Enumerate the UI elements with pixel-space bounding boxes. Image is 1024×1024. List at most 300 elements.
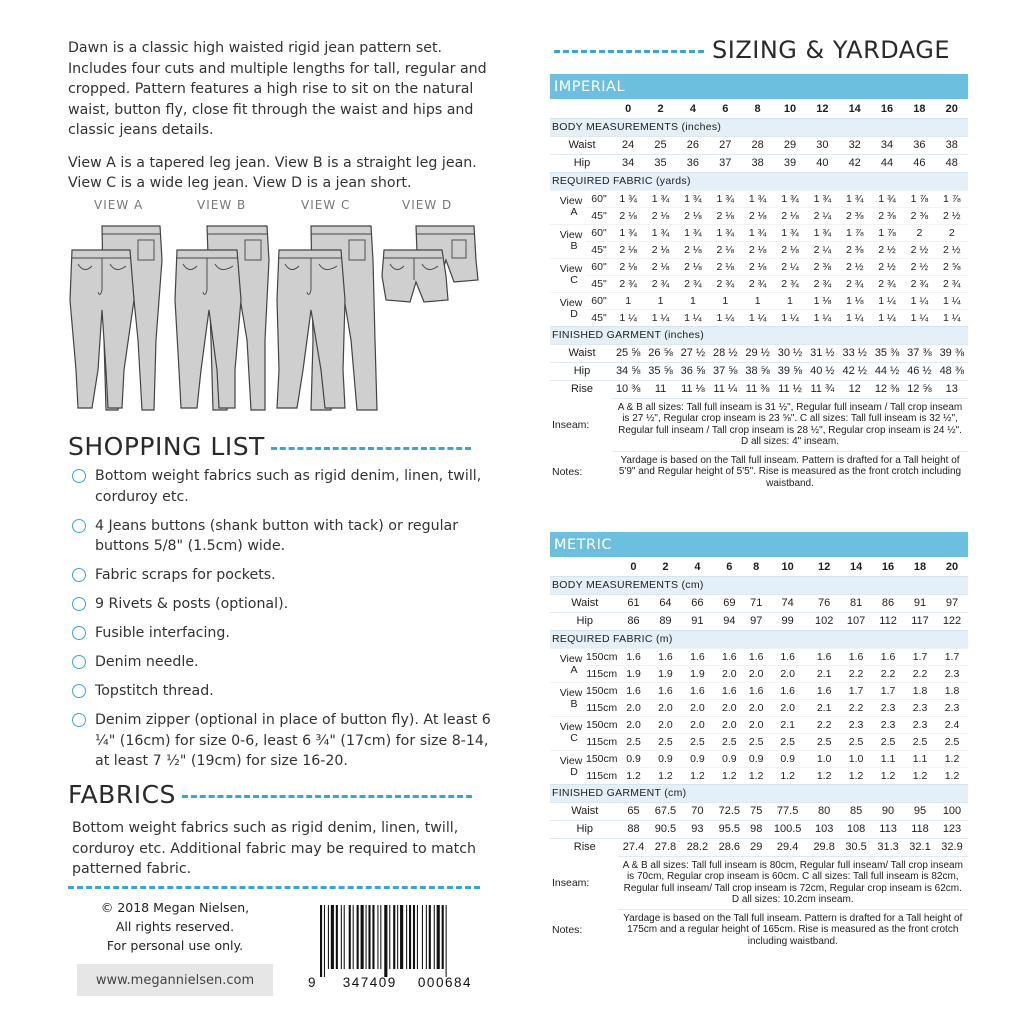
view-label: View C — [550, 258, 586, 292]
intro-paragraph-2: View A is a tapered leg jean. View B is a straight leg jean. View C is a wide leg jean. View D is a jean short. — [68, 154, 477, 191]
table-cell: 1.2 — [745, 767, 767, 784]
circle-bullet-icon — [72, 519, 86, 533]
table-cell: 1 ⅛ — [806, 292, 838, 309]
inseam-row — [550, 398, 968, 451]
table-cell: 46 — [903, 154, 935, 172]
imperial-table — [550, 101, 968, 492]
size-column-header: 18 — [913, 103, 926, 116]
view-d-label: VIEW D — [402, 198, 453, 212]
fabric-width: 45" — [586, 309, 612, 326]
fabric-width: 60" — [586, 190, 612, 207]
list-item: 4 Jeans buttons (shank button with tack) or regular buttons 5/8" (1.5cm) wide. — [72, 516, 492, 557]
finished-hip-row — [550, 362, 968, 380]
table-cell: 12 ⅜ — [871, 380, 903, 398]
view-label: View A — [550, 190, 586, 224]
fabric-width: 150cm — [586, 648, 618, 665]
table-cell: 2 ¾ — [774, 275, 806, 292]
table-cell: 44 ½ — [871, 362, 903, 380]
view-label: View C — [550, 716, 586, 750]
table-cell: 2.5 — [649, 733, 681, 750]
table-cell: 1 ¾ — [709, 190, 741, 207]
finished-garment-band-label: FINISHED GARMENT (inches) — [550, 326, 968, 344]
table-cell: 1 ¼ — [903, 292, 935, 309]
circle-bullet-icon — [72, 626, 86, 640]
table-cell: 37 ⅜ — [903, 344, 935, 362]
finished-rise-row — [550, 838, 968, 856]
table-cell: 1.1 — [904, 750, 936, 767]
table-cell: 2.3 — [936, 665, 968, 682]
size-column-header: 4 — [689, 103, 696, 116]
barcode-bar — [372, 905, 374, 969]
table-cell: 11 ¼ — [709, 380, 741, 398]
note-text: Yardage is based on the Tall full inseam. Pattern is drafted for a Tall height of 5'9" and Regular height of 5'5". Rise is measured as the front crotch including waistband. — [612, 451, 968, 492]
size-column-header: 8 — [753, 561, 760, 574]
view-c-label: VIEW C — [301, 198, 351, 212]
table-cell: 1 ⅛ — [839, 292, 871, 309]
table-cell: 1 ¾ — [806, 224, 838, 241]
table-cell: 74 — [767, 594, 808, 612]
table-cell: 1 ¼ — [936, 309, 968, 326]
table-cell: 2 ¾ — [612, 275, 644, 292]
table-cell: 11 ¾ — [806, 380, 838, 398]
table-cell: 2.0 — [713, 665, 745, 682]
table-cell: 1 ¼ — [871, 292, 903, 309]
table-cell: 2.5 — [713, 733, 745, 750]
metric-section — [550, 532, 968, 950]
table-cell: 86 — [872, 594, 904, 612]
sizing-title: SIZING & YARDAGE — [712, 36, 951, 64]
table-cell: 2 ⅜ — [806, 258, 838, 275]
table-cell: 29 — [774, 136, 806, 154]
table-cell: 2.0 — [767, 699, 808, 716]
table-cell: 2 ⅛ — [612, 207, 644, 224]
table-cell: 1.2 — [767, 767, 808, 784]
fabric-width: 115cm — [586, 733, 618, 750]
table-cell: 36 — [903, 136, 935, 154]
heading-divider — [271, 447, 471, 450]
fabric-row — [550, 665, 968, 682]
table-cell: 98 — [745, 820, 767, 838]
table-cell: 2 ¼ — [806, 207, 838, 224]
table-cell: 35 ⅝ — [644, 362, 676, 380]
table-cell: 36 — [677, 154, 709, 172]
barcode-bar — [377, 905, 378, 969]
barcode-bar — [320, 905, 322, 977]
table-cell: 1.8 — [936, 682, 968, 699]
table-cell: 2.2 — [904, 665, 936, 682]
table-cell: 2.4 — [936, 716, 968, 733]
fabric-row — [550, 258, 968, 275]
table-cell: 117 — [904, 612, 936, 630]
table-cell: 108 — [840, 820, 872, 838]
table-cell: 2.3 — [904, 716, 936, 733]
fabric-width: 45" — [586, 241, 612, 258]
table-cell: 1.2 — [808, 767, 840, 784]
table-cell: 1.6 — [745, 682, 767, 699]
list-item: Denim zipper (optional in place of button fly). At least 6 ¼" (16cm) for size 0-6, least 6 ¾" (17cm) for size 8-14, at least 7 ½" (19cm) for size 16-20. — [72, 710, 492, 772]
table-cell: 24 — [612, 136, 644, 154]
bottom-divider — [68, 886, 480, 889]
view-a-label: VIEW A — [94, 198, 144, 212]
table-cell: 100.5 — [767, 820, 808, 838]
table-cell: 35 ⅜ — [871, 344, 903, 362]
table-cell: 85 — [840, 802, 872, 820]
table-cell: 1 ⅞ — [903, 190, 935, 207]
size-column-header: 20 — [945, 103, 958, 116]
table-cell: 1 ¾ — [741, 224, 773, 241]
table-cell: 1 ¼ — [709, 309, 741, 326]
fabric-row — [550, 292, 968, 309]
shopping-list — [72, 466, 492, 780]
fabric-row — [550, 207, 968, 224]
table-cell: 1.1 — [872, 750, 904, 767]
row-label: Hip — [550, 820, 618, 838]
table-cell: 2 ¾ — [806, 275, 838, 292]
table-cell: 27 — [709, 136, 741, 154]
table-cell: 1.6 — [808, 682, 840, 699]
table-cell: 2 ¾ — [644, 275, 676, 292]
inseam-row — [550, 856, 968, 909]
table-cell: 1 ¾ — [871, 190, 903, 207]
table-cell: 11 — [644, 380, 676, 398]
table-cell: 2 ⅛ — [709, 241, 741, 258]
table-cell: 1 ¾ — [709, 224, 741, 241]
table-cell: 40 — [806, 154, 838, 172]
table-cell: 2 ½ — [871, 241, 903, 258]
table-cell: 28 ½ — [709, 344, 741, 362]
table-cell: 2.5 — [936, 733, 968, 750]
body-measurements-band — [550, 576, 968, 594]
required-fabric-band-label: REQUIRED FABRIC (yards) — [550, 172, 968, 190]
table-cell: 1.6 — [681, 682, 713, 699]
table-cell: 28.6 — [713, 838, 745, 856]
table-cell: 12 — [839, 380, 871, 398]
table-cell: 2.3 — [904, 699, 936, 716]
fabric-row — [550, 750, 968, 767]
barcode-bar — [406, 905, 407, 969]
body-measurements-band-label: BODY MEASUREMENTS (cm) — [550, 576, 968, 594]
table-cell: 2.2 — [840, 699, 872, 716]
table-cell: 2.0 — [649, 716, 681, 733]
fabric-row — [550, 716, 968, 733]
copyright: © 2018 Megan Nielsen, All rights reserved. For personal use only. — [100, 900, 250, 953]
table-cell: 2 ½ — [871, 258, 903, 275]
table-cell: 2 ½ — [839, 258, 871, 275]
table-cell: 1 ¼ — [644, 309, 676, 326]
table-cell: 48 — [936, 154, 968, 172]
table-cell: 99 — [767, 612, 808, 630]
table-cell: 2 ¾ — [936, 275, 968, 292]
table-cell: 2.1 — [767, 716, 808, 733]
fabric-row — [550, 733, 968, 750]
table-cell: 2 ½ — [903, 258, 935, 275]
table-cell: 61 — [618, 594, 650, 612]
table-cell: 1 ¾ — [677, 190, 709, 207]
view-label: View D — [550, 750, 586, 784]
table-cell: 1 ¼ — [677, 309, 709, 326]
table-cell: 2.0 — [745, 716, 767, 733]
table-cell: 103 — [808, 820, 840, 838]
table-cell: 1.2 — [840, 767, 872, 784]
note-text: A & B all sizes: Tall full inseam is 31 ½", Regular full inseam / Tall crop inseam is 27 ½", Regular crop inseam is 23 ⅝". C all sizes: Tall full inseam is 32 ½", Regular full inseam / Tall crop inseam is 28 ½", Regular crop inseam is 24 ½". D all sizes: 4" inseam. — [612, 398, 968, 451]
note-label: Inseam: — [552, 418, 590, 431]
jeans-view-a-icon — [68, 220, 168, 416]
barcode-number: 9 347409 000684 — [308, 975, 472, 990]
table-cell: 2 ⅜ — [871, 207, 903, 224]
barcode-bar — [353, 905, 354, 969]
table-cell: 0.9 — [767, 750, 808, 767]
table-cell: 1 — [612, 292, 644, 309]
table-cell: 76 — [808, 594, 840, 612]
table-cell: 29.8 — [808, 838, 840, 856]
barcode-bar — [417, 905, 418, 969]
barcode-bar — [368, 905, 370, 969]
note-label: Notes: — [552, 923, 583, 936]
table-cell: 11 ⅛ — [677, 380, 709, 398]
fabric-width: 150cm — [586, 682, 618, 699]
table-cell: 1 ¼ — [871, 309, 903, 326]
table-cell: 29 — [745, 838, 767, 856]
barcode-bar — [400, 905, 403, 969]
table-cell: 2 ⅜ — [839, 207, 871, 224]
body-waist-row — [550, 136, 968, 154]
list-item: Topstitch thread. — [72, 681, 492, 702]
table-cell: 2.5 — [618, 733, 650, 750]
note-label: Inseam: — [552, 876, 590, 889]
view-label: View D — [550, 292, 586, 326]
row-label: Rise — [550, 838, 618, 856]
table-cell: 1 ¾ — [774, 224, 806, 241]
table-cell: 2 ⅛ — [709, 207, 741, 224]
table-cell: 1.8 — [904, 682, 936, 699]
barcode-bar — [344, 905, 345, 969]
list-item: Bottom weight fabrics such as rigid denim, linen, twill, corduroy etc. — [72, 466, 492, 507]
table-cell: 2.0 — [681, 699, 713, 716]
table-cell: 2.5 — [808, 733, 840, 750]
barcode-bar — [446, 905, 447, 977]
table-cell: 1 ¼ — [774, 309, 806, 326]
row-label: Waist — [550, 136, 612, 154]
note-label: Notes: — [552, 465, 583, 478]
table-cell: 1.2 — [872, 767, 904, 784]
row-label: Hip — [550, 362, 612, 380]
table-cell: 2.5 — [904, 733, 936, 750]
table-cell: 1.7 — [936, 648, 968, 665]
imperial-header: IMPERIAL — [550, 74, 968, 99]
table-cell: 42 ½ — [839, 362, 871, 380]
table-cell: 1 ¾ — [644, 224, 676, 241]
table-cell: 2 ⅛ — [644, 207, 676, 224]
table-cell: 1.6 — [713, 682, 745, 699]
size-header-row — [550, 101, 968, 118]
table-cell: 2.0 — [618, 716, 650, 733]
fabric-row — [550, 190, 968, 207]
table-cell: 95.5 — [713, 820, 745, 838]
fabric-row — [550, 767, 968, 784]
fabric-width: 150cm — [586, 716, 618, 733]
barcode-bar — [366, 905, 367, 969]
table-cell: 1 ¼ — [806, 309, 838, 326]
table-cell: 11 ½ — [774, 380, 806, 398]
table-cell: 0.9 — [681, 750, 713, 767]
table-cell: 1 ¾ — [741, 190, 773, 207]
imperial-section — [550, 74, 968, 492]
barcode-bar — [437, 905, 440, 969]
table-cell: 81 — [840, 594, 872, 612]
table-cell: 27.8 — [649, 838, 681, 856]
table-cell: 38 — [741, 154, 773, 172]
table-cell: 1.6 — [618, 648, 650, 665]
size-column-header: 4 — [694, 561, 701, 574]
note-text: A & B all sizes: Tall full inseam is 80cm, Regular full inseam/ Tall crop inseam is 70cm, Regular crop inseam is 60cm. C all sizes: Tall full inseam is 82cm, Regular full inseam/ Tall crop inseam is 72cm, Regular crop inseam is 62cm. D all sizes: 10.2cm inseam. — [618, 856, 968, 909]
table-cell: 2 ⅜ — [903, 207, 935, 224]
finished-waist-row — [550, 802, 968, 820]
table-cell: 122 — [936, 612, 968, 630]
table-cell: 1 ¾ — [806, 190, 838, 207]
table-cell: 69 — [713, 594, 745, 612]
table-cell: 2.3 — [872, 699, 904, 716]
table-cell: 39 — [774, 154, 806, 172]
size-column-header: 14 — [848, 103, 861, 116]
table-cell: 2.3 — [936, 699, 968, 716]
note-text: Yardage is based on the Tall full inseam. Pattern is drafted for a Tall height of 175cm and a regular height of 165cm. Rise is measured as the front crotch including waistband. — [618, 909, 968, 950]
barcode-bar — [393, 905, 395, 969]
metric-table — [550, 559, 968, 950]
finished-rise-row — [550, 380, 968, 398]
view-label: View B — [550, 682, 586, 716]
table-cell: 1 ⅞ — [871, 224, 903, 241]
circle-bullet-icon — [72, 597, 86, 611]
table-cell: 1.2 — [936, 767, 968, 784]
table-cell: 1 ⅞ — [839, 224, 871, 241]
table-cell: 44 — [871, 154, 903, 172]
table-cell: 29.4 — [767, 838, 808, 856]
table-cell: 1.7 — [840, 682, 872, 699]
table-cell: 2.5 — [681, 733, 713, 750]
finished-waist-row — [550, 344, 968, 362]
table-cell: 1 ¼ — [612, 309, 644, 326]
barcode-bar — [426, 905, 427, 969]
fabrics-title: FABRICS — [68, 780, 176, 809]
size-column-header: 2 — [657, 103, 664, 116]
table-cell: 1 — [677, 292, 709, 309]
fabric-width: 45" — [586, 275, 612, 292]
table-cell: 30 — [806, 136, 838, 154]
barcode-bar — [384, 905, 387, 977]
table-cell: 1.2 — [618, 767, 650, 784]
table-cell: 1 ¼ — [741, 309, 773, 326]
table-cell: 118 — [904, 820, 936, 838]
row-label: Waist — [550, 802, 618, 820]
table-cell: 30 ½ — [774, 344, 806, 362]
table-cell: 1.2 — [649, 767, 681, 784]
table-cell: 1 — [774, 292, 806, 309]
table-cell: 2.0 — [767, 665, 808, 682]
circle-bullet-icon — [72, 568, 86, 582]
table-cell: 1 ¾ — [774, 190, 806, 207]
table-cell: 31 ½ — [806, 344, 838, 362]
table-cell: 25 ⅝ — [612, 344, 644, 362]
table-cell: 2 ½ — [903, 241, 935, 258]
table-cell: 1.0 — [840, 750, 872, 767]
table-cell: 1.6 — [808, 648, 840, 665]
table-cell: 1 ¾ — [612, 224, 644, 241]
barcode-bar — [409, 905, 411, 969]
table-cell: 2 ¾ — [677, 275, 709, 292]
table-cell: 97 — [936, 594, 968, 612]
size-column-header: 10 — [781, 561, 794, 574]
table-cell: 2 ¾ — [709, 275, 741, 292]
table-cell: 1.6 — [840, 648, 872, 665]
table-cell: 39 ⅜ — [936, 344, 968, 362]
list-item: Fusible interfacing. — [72, 623, 492, 644]
table-cell: 37 — [709, 154, 741, 172]
table-cell: 2 ⅛ — [677, 241, 709, 258]
table-cell: 2 ¼ — [806, 241, 838, 258]
table-cell: 37 ⅝ — [709, 362, 741, 380]
table-cell: 1 ¾ — [644, 190, 676, 207]
size-column-header: 2 — [662, 561, 669, 574]
table-cell: 1.6 — [649, 682, 681, 699]
barcode-bar — [429, 905, 431, 969]
notes-row — [550, 451, 968, 492]
notes-row — [550, 909, 968, 950]
table-cell: 95 — [904, 802, 936, 820]
table-cell: 66 — [681, 594, 713, 612]
table-cell: 1.7 — [904, 648, 936, 665]
barcode-bar — [422, 905, 423, 969]
table-cell: 1.6 — [872, 648, 904, 665]
jeans-view-c-icon — [275, 220, 379, 416]
view-label: View B — [550, 224, 586, 258]
body-measurements-band-label: BODY MEASUREMENTS (inches) — [550, 118, 968, 136]
fabric-width: 150cm — [586, 750, 618, 767]
table-cell: 2 ½ — [936, 207, 968, 224]
body-hip-row — [550, 154, 968, 172]
table-cell: 31.3 — [872, 838, 904, 856]
fabrics-heading — [68, 780, 472, 809]
table-cell: 2.0 — [649, 699, 681, 716]
circle-bullet-icon — [72, 684, 86, 698]
fabric-row — [550, 309, 968, 326]
table-cell: 28 — [741, 136, 773, 154]
table-cell: 32.9 — [936, 838, 968, 856]
website-link[interactable]: www.megannielsen.com — [77, 964, 273, 996]
table-cell: 2 ⅛ — [774, 241, 806, 258]
table-cell: 2 ⅛ — [677, 258, 709, 275]
circle-bullet-icon — [72, 469, 86, 483]
barcode-bar — [389, 905, 390, 969]
table-cell: 42 — [839, 154, 871, 172]
size-column-header: 12 — [816, 103, 829, 116]
shopping-list-title: SHOPPING LIST — [68, 432, 265, 461]
table-cell: 2 ⅛ — [677, 207, 709, 224]
table-cell: 2.1 — [808, 699, 840, 716]
table-cell: 27.4 — [618, 838, 650, 856]
table-cell: 65 — [618, 802, 650, 820]
table-cell: 38 — [936, 136, 968, 154]
size-column-header: 18 — [913, 561, 927, 574]
table-cell: 1.9 — [681, 665, 713, 682]
table-cell: 64 — [649, 594, 681, 612]
size-column-header: 16 — [881, 561, 895, 574]
table-cell: 34 ⅝ — [612, 362, 644, 380]
table-cell: 1.6 — [681, 648, 713, 665]
table-cell: 2 ⅛ — [709, 258, 741, 275]
shorts-view-d-icon — [380, 220, 480, 310]
table-cell: 75 — [745, 802, 767, 820]
table-cell: 1.7 — [872, 682, 904, 699]
